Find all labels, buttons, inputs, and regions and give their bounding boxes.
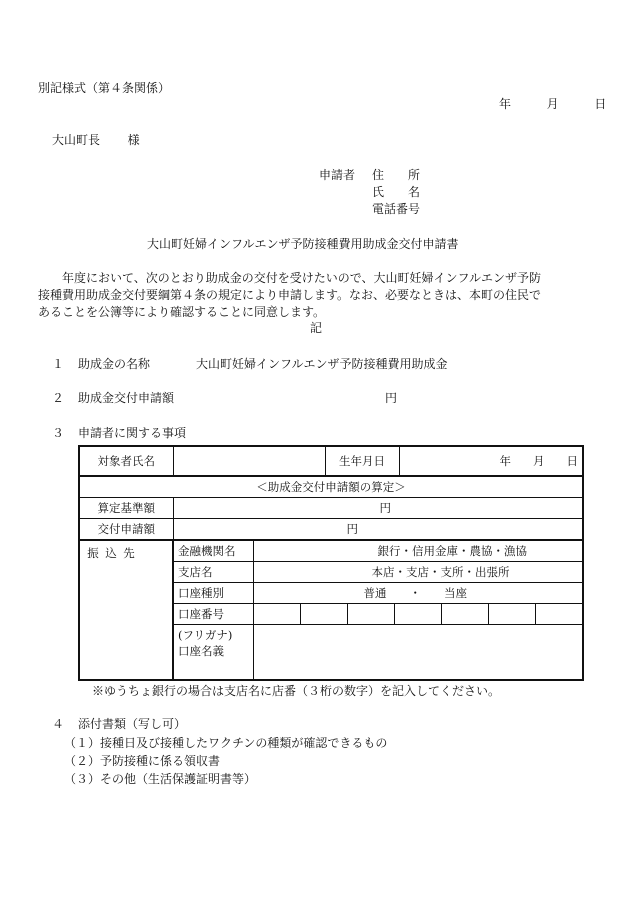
request-amount-unit: 円 bbox=[346, 522, 358, 536]
applicant-info-table bbox=[78, 445, 584, 681]
calc-header: ＜助成金交付申請額の算定＞ bbox=[79, 476, 583, 498]
date-year: 年 bbox=[499, 97, 512, 111]
body-line-2: 接種費用助成金交付要綱第４条の規定により申請します。なお、必要なときは、本町の住民で bbox=[38, 288, 542, 302]
request-amount-field[interactable] bbox=[173, 519, 583, 541]
section-4-number: ４ bbox=[52, 717, 65, 731]
transfer-char-3: 先 bbox=[123, 546, 135, 560]
base-amount-label: 算定基準額 bbox=[79, 498, 173, 519]
account-name-field[interactable] bbox=[253, 625, 583, 681]
applicant-address-label: 住 所 bbox=[372, 168, 421, 182]
yucho-note: ※ゆうちょ銀行の場合は支店名に店番（３桁の数字）を記入してください。 bbox=[92, 684, 501, 698]
account-number-field[interactable] bbox=[253, 604, 583, 625]
account-digit-box[interactable] bbox=[347, 604, 394, 624]
account-type-label: 口座種別 bbox=[173, 583, 253, 604]
section-3 bbox=[52, 426, 186, 441]
account-digit-box[interactable] bbox=[441, 604, 488, 624]
body-line-1: 年度において、次のとおり助成金の交付を受けたいので、大山町妊婦インフルエンザ予防 bbox=[38, 271, 542, 285]
transfer-destination-label bbox=[79, 540, 173, 680]
applicant-label: 申請者 bbox=[319, 168, 356, 182]
section-2-unit: 円 bbox=[385, 391, 398, 405]
applicant-phone-label: 電話番号 bbox=[372, 202, 421, 216]
subject-name-field[interactable] bbox=[173, 446, 325, 476]
section-1-label: 助成金の名称 bbox=[78, 357, 151, 371]
section-2-label: 助成金交付申請額 bbox=[78, 391, 175, 405]
applicant-name-label: 氏 名 bbox=[372, 185, 421, 199]
branch-label: 支店名 bbox=[173, 562, 253, 583]
birth-date-field[interactable] bbox=[399, 446, 583, 476]
account-digit-box[interactable] bbox=[535, 604, 582, 624]
bank-name-label: 金融機関名 bbox=[173, 540, 253, 562]
addressee-line bbox=[52, 133, 140, 148]
section-3-label: 申請者に関する事項 bbox=[78, 426, 187, 440]
bank-name-field[interactable]: 銀行・信用金庫・農協・漁協 bbox=[253, 540, 583, 562]
document-title: 大山町妊婦インフルエンザ予防接種費用助成金交付申請書 bbox=[147, 237, 459, 251]
section-4-label: 添付書類（写し可） bbox=[78, 717, 187, 731]
section-1-number: １ bbox=[52, 357, 65, 371]
birth-date-label: 生年月日 bbox=[325, 446, 399, 476]
account-holder-label: 口座名義 bbox=[178, 644, 224, 658]
branch-field[interactable]: 本店・支店・支所・出張所 bbox=[253, 562, 583, 583]
request-amount-label: 交付申請額 bbox=[79, 519, 173, 541]
section-2 bbox=[52, 391, 174, 406]
ki-mark: 記 bbox=[310, 321, 323, 335]
base-amount-unit: 円 bbox=[379, 501, 391, 515]
account-digit-box[interactable] bbox=[300, 604, 347, 624]
base-amount-field[interactable] bbox=[173, 498, 583, 519]
account-number-digits bbox=[254, 604, 583, 624]
transfer-char-2: 込 bbox=[105, 546, 117, 560]
section-4 bbox=[52, 717, 186, 732]
date-line bbox=[499, 97, 606, 112]
body-line-3: あることを公簿等により確認することに同意します。 bbox=[38, 305, 326, 319]
account-digit-box[interactable] bbox=[254, 604, 301, 624]
account-name-label bbox=[173, 625, 253, 681]
date-day: 日 bbox=[594, 97, 607, 111]
honorific: 様 bbox=[127, 133, 140, 147]
attachment-item-2: （２）予防接種に係る領収書 bbox=[64, 754, 221, 768]
account-digit-box[interactable] bbox=[488, 604, 535, 624]
transfer-char-1: 振 bbox=[87, 546, 99, 560]
birth-year: 年 bbox=[499, 454, 511, 468]
kana-label: (フリガナ) bbox=[178, 628, 233, 642]
section-1 bbox=[52, 357, 150, 372]
form-label: 別記様式（第４条関係） bbox=[38, 81, 171, 95]
attachment-item-1: （１）接種日及び接種したワクチンの種類が確認できるもの bbox=[64, 736, 388, 750]
birth-month: 月 bbox=[533, 454, 545, 468]
section-2-number: ２ bbox=[52, 391, 65, 405]
subject-name-label: 対象者氏名 bbox=[79, 446, 173, 476]
section-1-value: 大山町妊婦インフルエンザ予防接種費用助成金 bbox=[196, 357, 448, 371]
account-type-field[interactable]: 普通 ・ 当座 bbox=[253, 583, 583, 604]
date-month: 月 bbox=[546, 97, 559, 111]
attachment-item-3: （３）その他（生活保護証明書等） bbox=[64, 772, 257, 786]
account-digit-box[interactable] bbox=[394, 604, 441, 624]
addressee: 大山町長 bbox=[52, 133, 101, 147]
account-number-label: 口座番号 bbox=[173, 604, 253, 625]
birth-day: 日 bbox=[566, 454, 578, 468]
section-3-number: ３ bbox=[52, 426, 65, 440]
